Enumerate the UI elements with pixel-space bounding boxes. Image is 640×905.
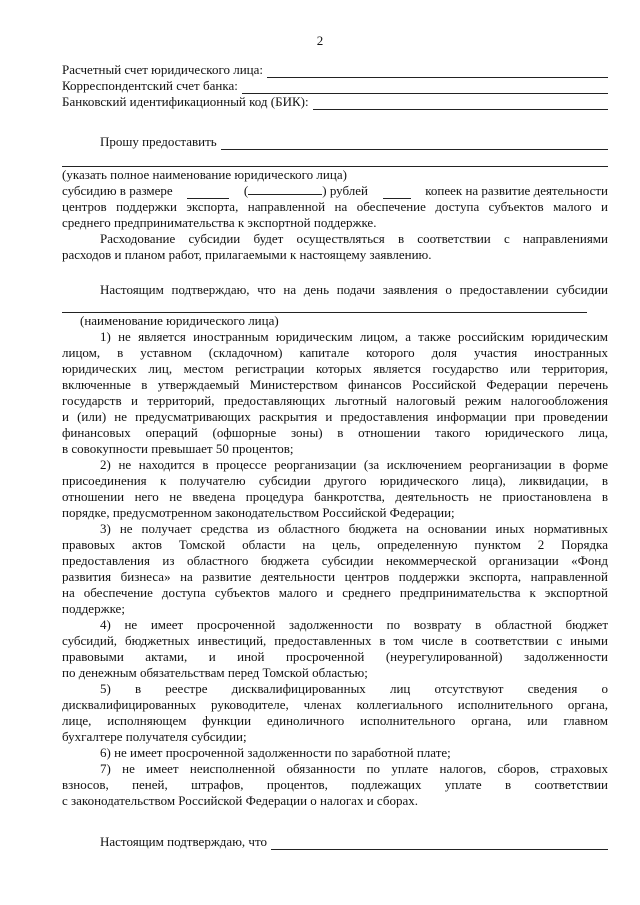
subsidy-purpose-start: копеек на развитие деятельности <box>425 183 608 198</box>
item-4-line: субсидий, бюджетных инвестиций, предоставленных в том числе в соответствии с иными <box>62 633 608 648</box>
request-row <box>62 134 608 150</box>
item-3-line: поддержке; <box>62 601 125 616</box>
item-5-line: 5) в реестре дисквалифицированных лиц отсутствуют сведения о <box>100 681 608 696</box>
item-7-line: взносов, пеней, штрафов, процентов, подлежащих уплате в соответствии <box>62 777 608 792</box>
item-7-line: с законодательством Российской Федерации о налогах и сборах. <box>62 793 418 808</box>
item-1-line: в совокупности превышает 50 процентов; <box>62 441 294 456</box>
item-2-line: отношении него не введена процедура банкротства, деятельность не приостановлена в <box>62 489 608 504</box>
item-2-line: 2) не находится в процессе реорганизации (за исключением реорганизации в форме <box>100 457 608 472</box>
legal-entity-name-field[interactable] <box>221 137 608 150</box>
item-3-line: предоставления из областного бюджета субсидии некоммерческой организации «Фонд <box>62 553 608 568</box>
final-confirm-row <box>62 834 608 850</box>
account-field[interactable] <box>267 65 608 78</box>
bik-row <box>62 94 608 110</box>
item-3-line: развития бизнеса» на развитие деятельности центров поддержки экспорта, направленной <box>62 569 608 584</box>
subsidy-purpose-line-2: центров поддержки экспорта, направленной на обеспечение доступа субъектов малого и <box>62 199 608 214</box>
item-1-line: 1) не является иностранным юридическим лицом, а также российским юридическим <box>100 329 608 344</box>
amount-field[interactable] <box>187 187 229 199</box>
account-label: Расчетный счет юридического лица: <box>62 62 263 77</box>
spending-line-1: Расходование субсидии будет осуществляться в соответствии с направлениями <box>100 231 608 246</box>
corr-account-label: Корреспондентский счет банка: <box>62 78 238 93</box>
subsidy-purpose-line-3: среднего предпринимательства к экспортной поддержке. <box>62 215 377 230</box>
amount-open-paren: ( <box>243 183 249 198</box>
item-1-line: государств и территорий, предоставляющих льготный налоговый режим налогообложения <box>62 393 608 408</box>
page-number: 2 <box>316 33 324 48</box>
item-4-line: правовыми актами, и иной просроченной (неурегулированной) задолженности <box>62 649 608 664</box>
rubles-label: ) рублей <box>322 183 368 198</box>
confirm-entity-field[interactable] <box>62 302 587 313</box>
item-6-line: 6) не имеет просроченной задолженности по заработной плате; <box>100 745 451 760</box>
account-row <box>62 62 608 78</box>
legal-entity-name-note: (указать полное наименование юридического лица) <box>62 167 347 182</box>
kopecks-field[interactable] <box>383 187 411 199</box>
item-1-line: финансовых операций (офшорные зоны) в отношении такого юридического лица, <box>62 425 608 440</box>
item-4-line: по денежным обязательствам перед Томской областью; <box>62 665 368 680</box>
final-confirm-lead: Настоящим подтверждаю, что <box>100 834 267 849</box>
item-1-line: лицом, в уставном (складочном) капитале которого доля участия иностранных <box>62 345 608 360</box>
corr-account-field[interactable] <box>242 81 608 94</box>
bik-field[interactable] <box>313 97 608 110</box>
item-5-line: дисквалифицированных руководителе, членах коллегиального исполнительного органа, <box>62 697 608 712</box>
item-5-line: лице, исполняющем функции единоличного исполнительного органа, или главном <box>62 713 608 728</box>
item-1-line: юридических лиц, местом регистрации которых является государство или территория, <box>62 361 608 376</box>
item-1-line: включенные в утверждаемый Министерством финансов Российской Федерации перечень <box>62 377 608 392</box>
item-5-line: бухгалтере получателя субсидии; <box>62 729 247 744</box>
item-1-line: и (или) не предусматривающих раскрытия и предоставления информации при проведении <box>62 409 608 424</box>
item-3-line: правовых актов Томской области на цель, определенную пунктом 2 Порядка <box>62 537 608 552</box>
form-body <box>62 62 608 850</box>
confirm-line-1: Настоящим подтверждаю, что на день подачи заявления о предоставлении субсидии <box>100 282 608 297</box>
item-4-line: 4) не имеет просроченной задолженности по возврату в областной бюджет <box>100 617 608 632</box>
final-confirm-field[interactable] <box>271 837 608 850</box>
corr-account-row <box>62 78 608 94</box>
subsidy-amount-row <box>62 183 608 199</box>
item-2-line: порядке, предусмотренном законодательством Российской Федерации; <box>62 505 455 520</box>
legal-entity-name-field-2[interactable] <box>62 156 608 167</box>
item-3-line: 3) не получает средства из областного бюджета на основании иных нормативных <box>100 521 608 536</box>
confirm-entity-note: (наименование юридического лица) <box>80 313 279 328</box>
item-7-line: 7) не имеет неисполненной обязанности по уплате налогов, сборов, страховых <box>100 761 608 776</box>
item-3-line: на обеспечение доступа субъектов малого и среднего предпринимательства к экспортной <box>62 585 608 600</box>
item-2-line: присоединения к получателю субсидии другого юридического лица), ликвидации, в <box>62 473 608 488</box>
bik-label: Банковский идентификационный код (БИК): <box>62 94 309 109</box>
request-lead: Прошу предоставить <box>100 134 217 149</box>
subsidy-amount-label: субсидию в размере <box>62 183 173 198</box>
spending-line-2: расходов и планом работ, прилагаемыми к настоящему заявлению. <box>62 247 432 262</box>
amount-words-field[interactable] <box>248 183 322 195</box>
